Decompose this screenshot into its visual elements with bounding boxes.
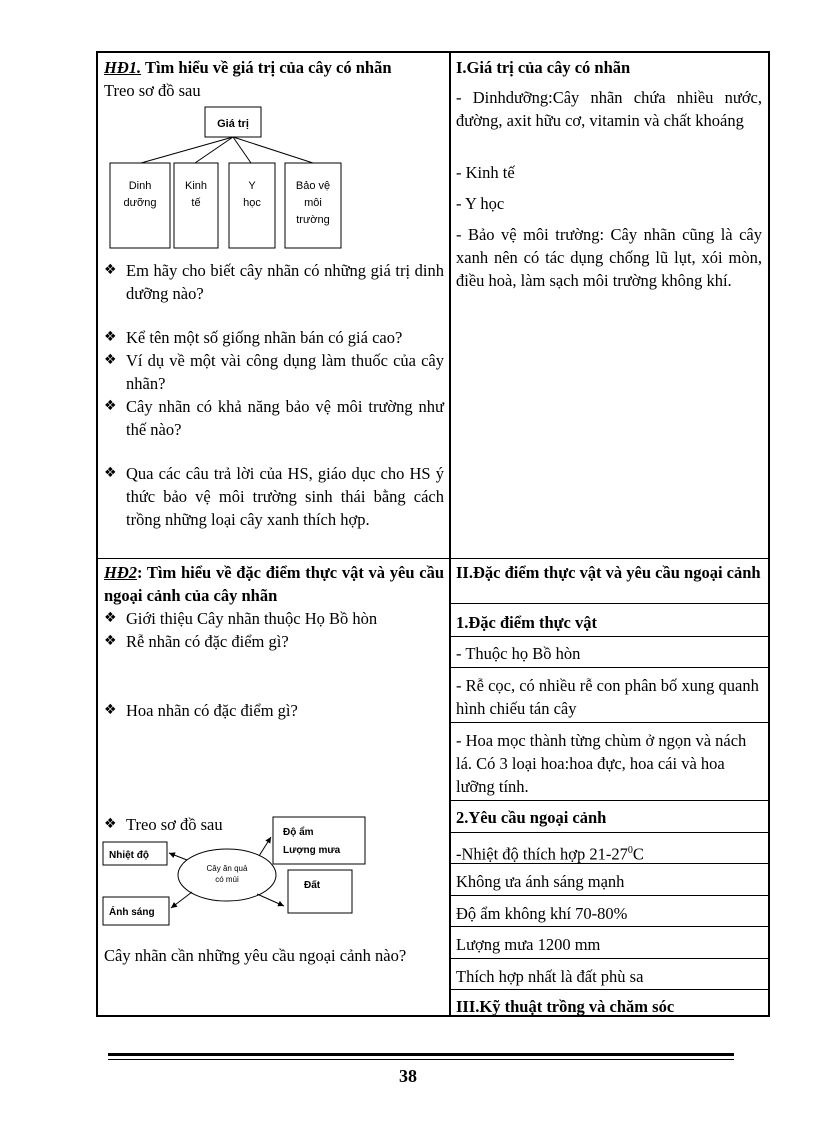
column-divider	[449, 53, 451, 1015]
diamond-bullet-icon: ❖	[104, 816, 117, 832]
conditions-diagram-overlay	[101, 815, 371, 933]
diagram-label: Lượng mưa	[283, 845, 341, 856]
row-divider-right	[449, 895, 768, 896]
row-divider-right	[449, 926, 768, 927]
row-divider-right	[449, 636, 768, 637]
diagram-label: môi	[304, 197, 322, 209]
section2-right-cell	[456, 561, 762, 584]
r2-cell	[456, 674, 762, 720]
light-cell	[456, 870, 762, 893]
conditions-title: 2.Yêu cầu ngoại cảnh	[456, 808, 607, 827]
hd1-label: HĐ1.	[104, 58, 142, 77]
diagram-label: Dinh	[128, 180, 152, 192]
plant-characteristics-title: 1.Đặc điểm thực vật	[456, 613, 597, 632]
diagram-root-label: Giá trị	[217, 118, 249, 130]
diagram-connector	[233, 137, 251, 163]
section3-title: III.Kỹ thuật trồng và chăm sóc	[456, 997, 675, 1016]
row-divider-right	[449, 722, 768, 723]
temp-cell	[456, 839, 762, 866]
diamond-bullet-icon: ❖	[104, 352, 117, 368]
row-divider	[98, 558, 768, 559]
row-divider-right	[449, 603, 768, 604]
bullet-item: ❖ Treo sơ đồ sau	[104, 815, 223, 834]
diamond-bullet-icon: ❖	[104, 633, 117, 649]
hd2-label: HĐ2	[104, 563, 137, 582]
diagram-arrow	[169, 853, 187, 860]
r1-cell	[456, 642, 762, 665]
diagram-arrow	[257, 894, 284, 906]
diamond-bullet-icon: ❖	[104, 329, 117, 345]
section3-cell	[456, 995, 762, 1018]
question-item: ❖ Em hãy cho biết cây nhãn có những giá trị dinh dưỡng nào?	[104, 261, 444, 303]
sub1-cell	[456, 611, 762, 634]
diagram-arrow	[171, 892, 192, 908]
row-divider-right	[449, 800, 768, 801]
bullet-item: ❖ Hoa nhãn có đặc điểm gì?	[104, 701, 298, 720]
diamond-bullet-icon: ❖	[104, 262, 117, 278]
diamond-bullet-icon: ❖	[104, 702, 117, 718]
sub2-cell	[456, 806, 762, 829]
section1-left-cell	[104, 56, 444, 102]
flower-text: - Hoa mọc thành từng chùm ở ngọn và nách lá. Có 3 loại hoa:hoa đực, hoa cái và hoa lưỡng tính.	[456, 731, 747, 796]
humidity-cell	[456, 902, 762, 925]
diagram-label: Ánh sáng	[109, 907, 155, 918]
lesson-table	[96, 51, 770, 1017]
footer-rule	[108, 1059, 734, 1060]
diagram-label: Đất	[304, 880, 321, 891]
diagram-connector	[233, 137, 313, 163]
temperature-text: -Nhiệt độ thích hợp $21-27^0C$	[456, 844, 644, 864]
diamond-bullet-icon: ❖	[104, 398, 117, 414]
value-economy: - Kinh tế	[456, 163, 515, 182]
hd1-intro: Treo sơ đồ sau	[104, 81, 201, 100]
section1-right-cell	[456, 56, 762, 292]
diagram-connector	[141, 137, 233, 163]
r3-cell	[456, 729, 762, 798]
rain-cell	[456, 933, 762, 956]
value-diagram	[108, 105, 348, 251]
soil-text: Thích hợp nhất là đất phù sa	[456, 967, 644, 986]
section2-left-cell	[104, 561, 444, 836]
diagram-label: tế	[191, 197, 201, 209]
question-item: ❖ Kể tên một số giống nhãn bán có giá cao?	[104, 328, 403, 347]
question-item: ❖ Ví dụ về một vài công dụng làm thuốc của cây nhãn?	[104, 351, 444, 393]
diagram-label: Độ ẩm	[283, 827, 314, 838]
page-number: 38	[399, 1066, 417, 1086]
hd1-heading: HĐ1. Tìm hiểu về giá trị của cây có nhãn	[104, 58, 392, 77]
diagram-label: Bảo vệ	[295, 180, 331, 192]
diamond-bullet-icon: ❖	[104, 465, 117, 481]
humidity-text: Độ ẩm không khí 70-80%	[456, 904, 628, 923]
rain-text: Lượng mưa 1200 mm	[456, 935, 601, 954]
soil-cell	[456, 965, 762, 988]
footer-rule	[108, 1053, 734, 1056]
bullet-item: ❖ Rễ nhãn có đặc điểm gì?	[104, 632, 289, 651]
light-text: Không ưa ánh sáng mạnh	[456, 872, 625, 891]
value-nutrition: - Dinhdưỡng:Cây nhãn chứa nhiều nước, đường, axit hữu cơ, vitamin và chất khoáng	[456, 88, 762, 130]
diagram-label: Nhiệt độ	[109, 850, 149, 861]
diagram-label: dưỡng	[123, 197, 157, 209]
hd2-heading: HĐ2: Tìm hiểu về đặc điểm thực vật và yêu cầu ngoại cảnh của cây nhãn	[104, 563, 444, 605]
section2-question	[104, 944, 444, 967]
family-text: - Thuộc họ Bồ hòn	[456, 644, 581, 663]
row-divider-right	[449, 958, 768, 959]
diagram-label: Kinh	[184, 180, 208, 192]
diamond-bullet-icon: ❖	[104, 610, 117, 626]
diagram-label: học	[243, 197, 261, 209]
diagram-center-label: có múi	[215, 875, 239, 884]
diagram-label: Y	[248, 180, 256, 192]
value-environment: - Bảo vệ môi trường: Cây nhãn cũng là cây xanh nên có tác dụng chống lũ lụt, xói mòn, điều hoà, làm sạch môi trường không khí.	[456, 225, 762, 290]
question-item: ❖ Qua các câu trả lời của HS, giáo dục cho HS ý thức bảo vệ môi trường sinh thái bằng cách trồng những loại cây xanh thích hợp.	[104, 464, 444, 529]
root-text: - Rễ cọc, có nhiều rễ con phân bố xung quanh hình chiếu tán cây	[456, 676, 759, 718]
bullet-item: ❖ Giới thiệu Cây nhãn thuộc Họ Bồ hòn	[104, 609, 378, 628]
conditions-question: Cây nhãn cần những yêu cầu ngoại cảnh nào?	[104, 946, 407, 965]
row-divider-right	[449, 667, 768, 668]
section1-title: I.Giá trị của cây có nhãn	[456, 58, 631, 77]
row-divider-right	[449, 989, 768, 990]
question-item: ❖ Cây nhãn có khả năng bảo vệ môi trường như thế nào?	[104, 397, 444, 439]
row-divider-right	[449, 832, 768, 833]
section2-title: II.Đặc điểm thực vật và yêu cầu ngoại cảnh	[456, 563, 761, 582]
diagram-arrow	[259, 837, 271, 856]
section1-questions	[104, 259, 444, 531]
diagram-label: trường	[296, 214, 330, 226]
diagram-connector	[195, 137, 233, 163]
diagram-center-label: Cây ăn quả	[206, 864, 248, 873]
value-medicine: - Y học	[456, 194, 505, 213]
